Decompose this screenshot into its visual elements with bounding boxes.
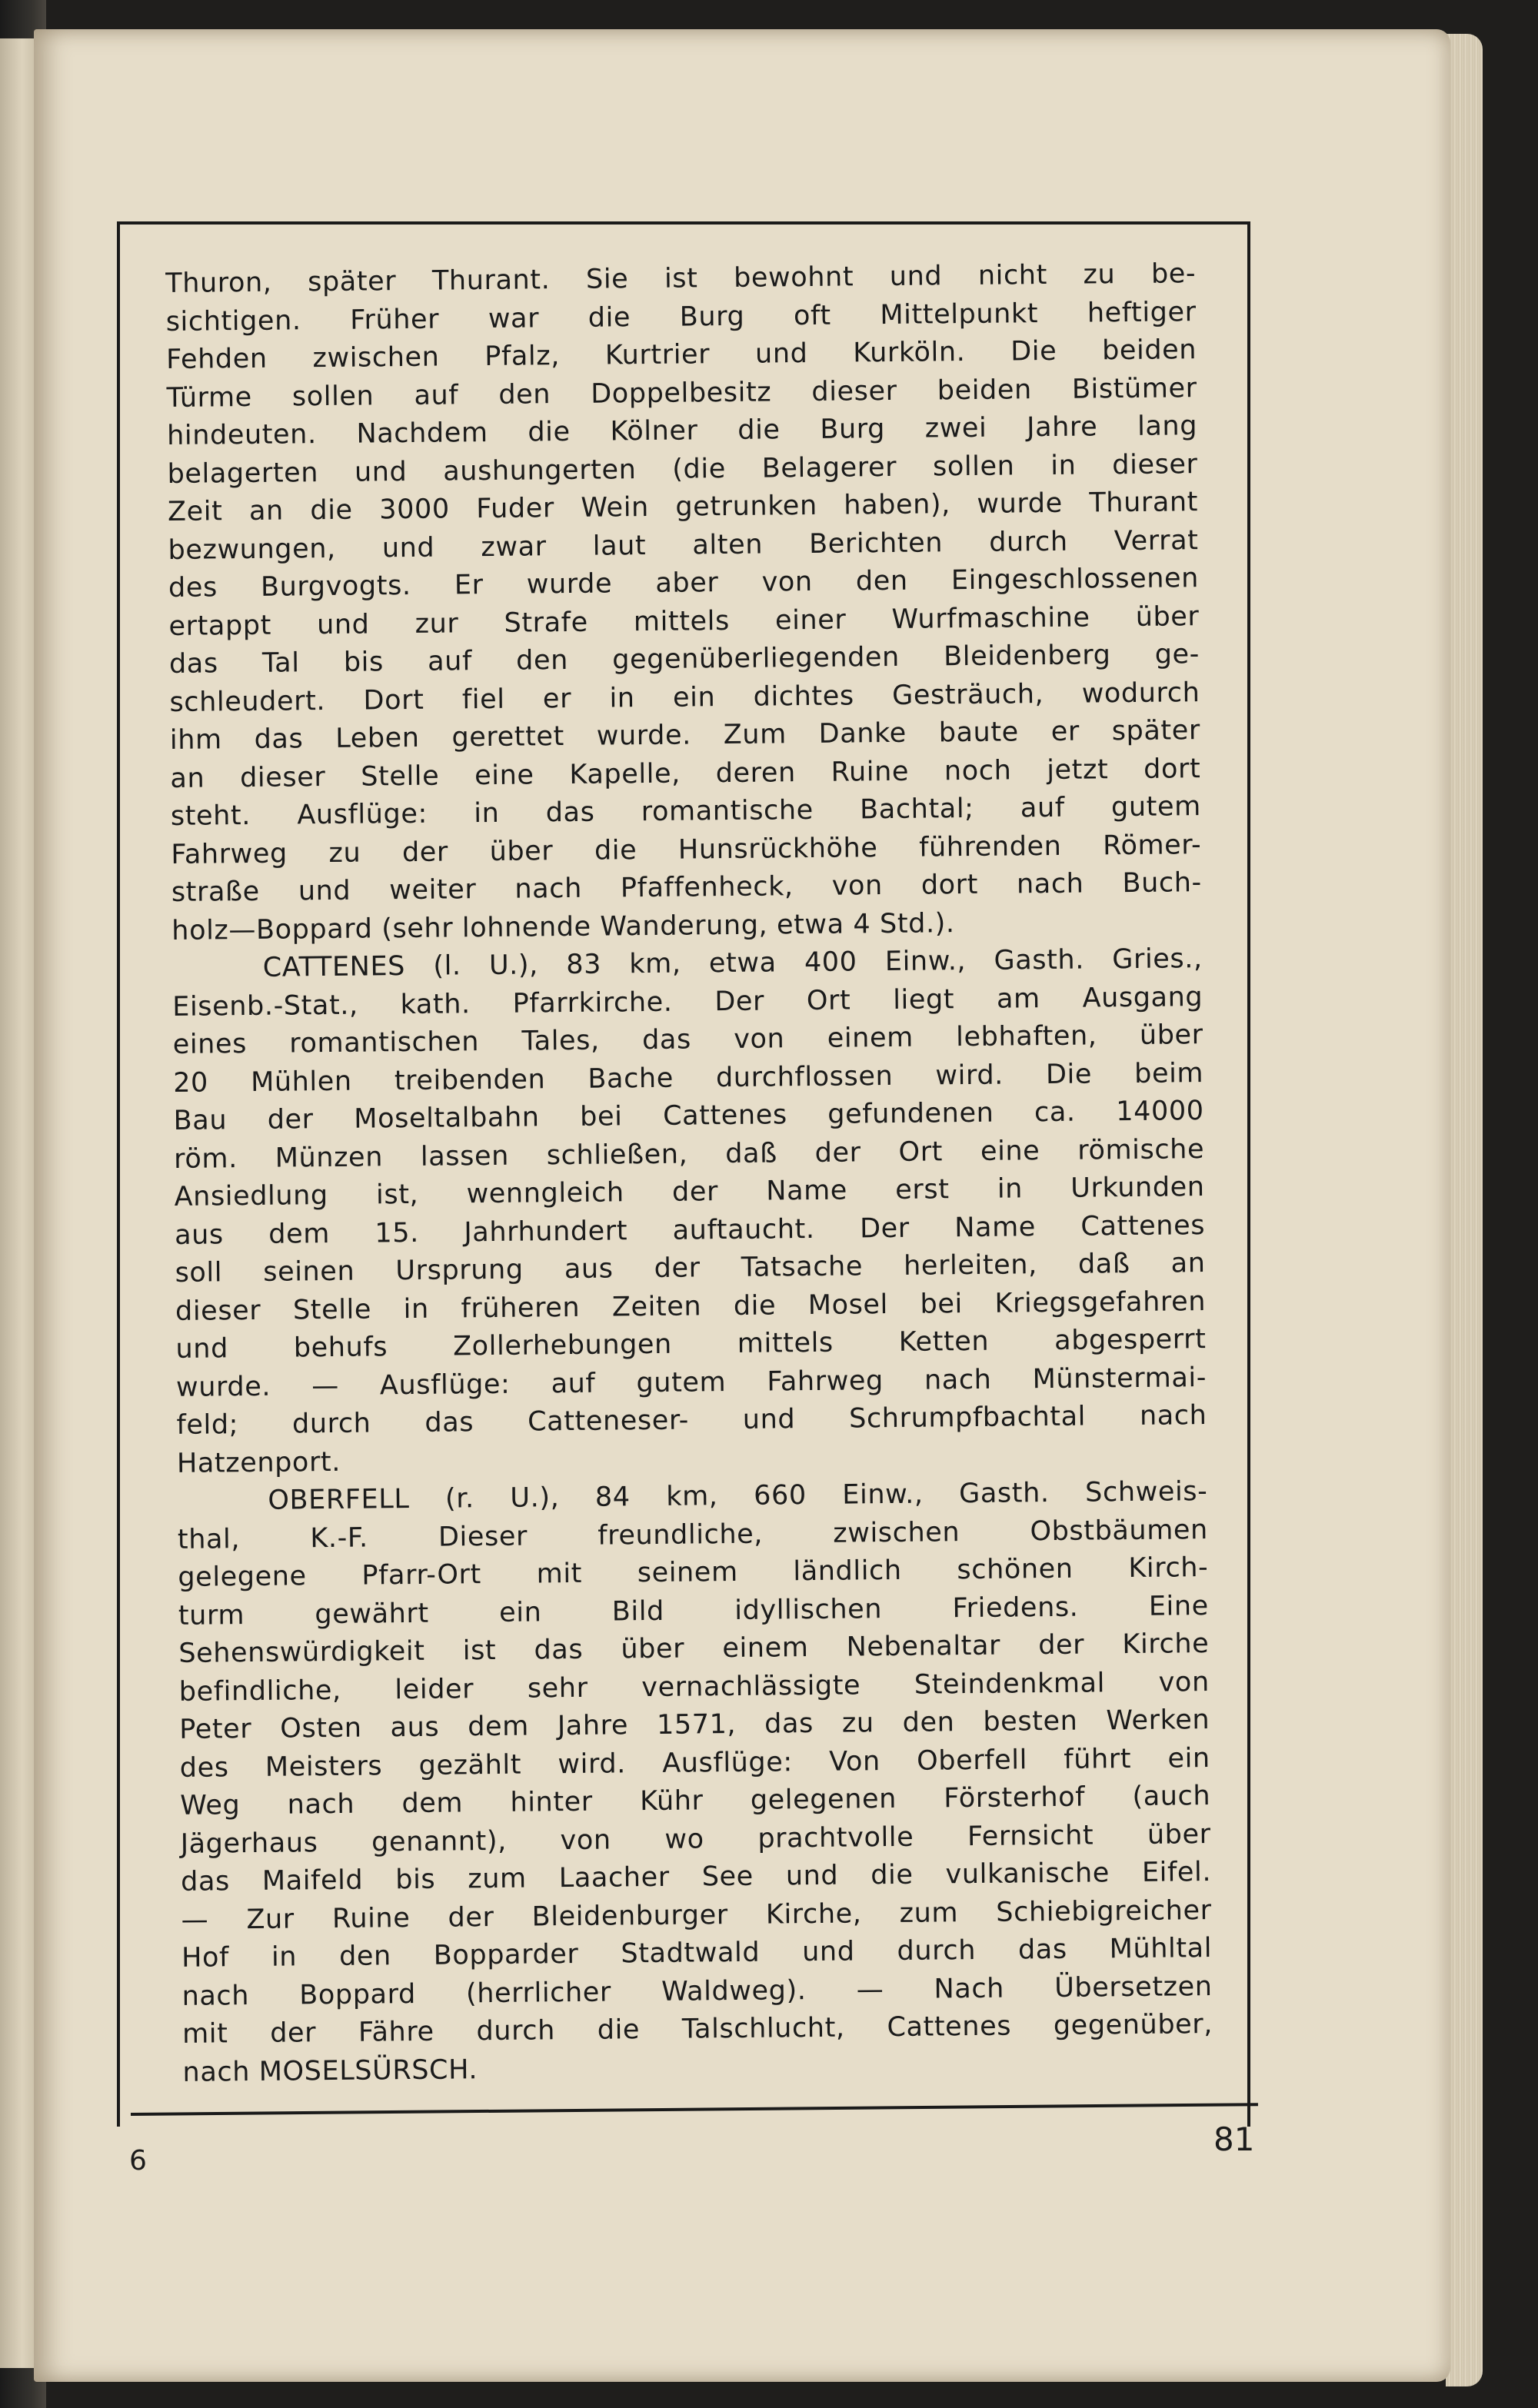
text-line: das Tal bis auf den gegenüberliegenden Bleidenberg ge-: [168, 639, 1200, 680]
text-line: des Burgvogts. Er wurde aber von den Eingeschlossenen: [168, 563, 1200, 604]
text-line: des Meisters gezählt wird. Ausflüge: Von Oberfell führt ein: [179, 1742, 1210, 1784]
text-line: Thuron, später Thurant. Sie ist bewohnt und nicht zu be-: [165, 258, 1197, 299]
text-line: — Zur Ruine der Bleidenburger Kirche, zum Schiebigreicher: [181, 1894, 1212, 1936]
text-line: eines romantischen Tales, das von einem lebhaften, über: [172, 1019, 1203, 1060]
text-line: straße und weiter nach Pfaffenheck, von dort nach Buch-: [171, 867, 1202, 908]
text-line: nach Boppard (herrlicher Waldweg). — Nach Übersetzen: [181, 1971, 1213, 2012]
text-line: holz—Boppard (sehr lohnende Wanderung, etwa 4 Std.).: [171, 907, 955, 946]
text-line: Hof in den Bopparder Stadtwald und durch das Mühltal: [181, 1933, 1213, 1974]
text-line: ertappt und zur Strafe mittels einer Wurfmaschine über: [168, 600, 1200, 642]
text-line: Türme sollen auf den Doppelbesitz dieser beiden Bistümer: [166, 372, 1197, 414]
section-heading-line-cattenes: CATTENES (l. U.), 83 km, etwa 400 Einw., Gasth. Gries.,: [262, 943, 1203, 983]
previous-page-edge: [0, 38, 37, 2368]
text-line: Jägerhaus genannt), von wo prachtvolle Fernsicht über: [180, 1818, 1211, 1860]
text-line: Zeit an die 3000 Fuder Wein getrunken haben), wurde Thurant: [167, 487, 1199, 527]
text-line: Sehenswürdigkeit ist das über einem Nebenaltar der Kirche: [178, 1628, 1210, 1669]
text-line: ihm das Leben gerettet wurde. Zum Danke baute er später: [169, 715, 1201, 756]
text-line: schleudert. Dort fiel er in ein dichtes Gesträuch, wodurch: [169, 677, 1200, 718]
text-line: an dieser Stelle eine Kapelle, deren Ruine noch jetzt dort: [170, 753, 1201, 794]
text-line: aus dem 15. Jahrhundert auftaucht. Der Name Cattenes: [174, 1209, 1206, 1251]
text-line: wurde. — Ausflüge: auf gutem Fahrweg nach Münstermai-: [175, 1362, 1207, 1403]
margin-number: 6: [129, 2145, 147, 2177]
text-line: Ansiedlung ist, wenngleich der Name erst in Urkunden: [174, 1172, 1205, 1212]
text-line: nach MOSELSÜRSCH.: [182, 2054, 478, 2088]
text-line: hindeuten. Nachdem die Kölner die Burg zwei Jahre lang: [166, 411, 1198, 451]
text-line: Hatzenport.: [176, 1446, 341, 1479]
text-line: steht. Ausflüge: in das romantische Bachtal; auf gutem: [170, 791, 1202, 832]
text-line: feld; durch das Catteneser- und Schrumpfbachtal nach: [176, 1400, 1207, 1441]
text-line: mit der Fähre durch die Talschlucht, Cattenes gegenüber,: [181, 2009, 1213, 2050]
text-line: soll seinen Ursprung aus der Tatsache herleiten, daß an: [175, 1248, 1206, 1289]
text-line: Fahrweg zu der über die Hunsrückhöhe führenden Römer-: [171, 829, 1202, 870]
text-line: belagerten und aushungerten (die Belagerer sollen in dieser: [167, 448, 1198, 490]
page-number: 81: [1213, 2120, 1255, 2158]
text-line: gelegene Pfarr-Ort mit seinem ländlich schönen Kirch-: [178, 1552, 1209, 1593]
text-line: turm gewährt ein Bild idyllischen Friedens. Eine: [178, 1590, 1209, 1631]
text-line: Bau der Moseltalbahn bei Cattenes gefundenen ca. 14000: [173, 1096, 1204, 1136]
section-heading-line-oberfell: OBERFELL (r. U.), 84 km, 660 Einw., Gasth. Schweis-: [268, 1476, 1208, 1516]
text-line: Eisenb.-Stat., kath. Pfarrkirche. Der Ort liegt am Ausgang: [172, 981, 1203, 1023]
page-block-edges: [1446, 34, 1483, 2386]
text-line: röm. Münzen lassen schließen, daß der Ort eine römische: [173, 1133, 1205, 1175]
text-line: dieser Stelle in früheren Zeiten die Mosel bei Kriegsgefahren: [175, 1285, 1207, 1327]
text-line: sichtigen. Früher war die Burg oft Mittelpunkt heftiger: [165, 296, 1197, 338]
text-line: Weg nach dem hinter Kühr gelegenen Försterhof (auch: [180, 1781, 1211, 1821]
text-line: Fehden zwischen Pfalz, Kurtrier und Kurköln. Die beiden: [165, 334, 1197, 375]
text-line: das Maifeld bis zum Laacher See und die vulkanische Eifel.: [180, 1857, 1212, 1897]
text-line: bezwungen, und zwar laut alten Berichten durch Verrat: [168, 524, 1199, 566]
text-line: Peter Osten aus dem Jahre 1571, das zu den besten Werken: [179, 1705, 1210, 1745]
text-line: befindliche, leider sehr vernachlässigte Steindenkmal von: [178, 1666, 1210, 1708]
text-line: 20 Mühlen treibenden Bache durchflossen wird. Die beim: [173, 1057, 1204, 1099]
text-line: und behufs Zollerhebungen mittels Ketten abgesperrt: [175, 1324, 1207, 1365]
page-text: [165, 255, 1213, 2092]
text-line: thal, K.-F. Dieser freundliche, zwischen Obstbäumen: [177, 1514, 1209, 1555]
